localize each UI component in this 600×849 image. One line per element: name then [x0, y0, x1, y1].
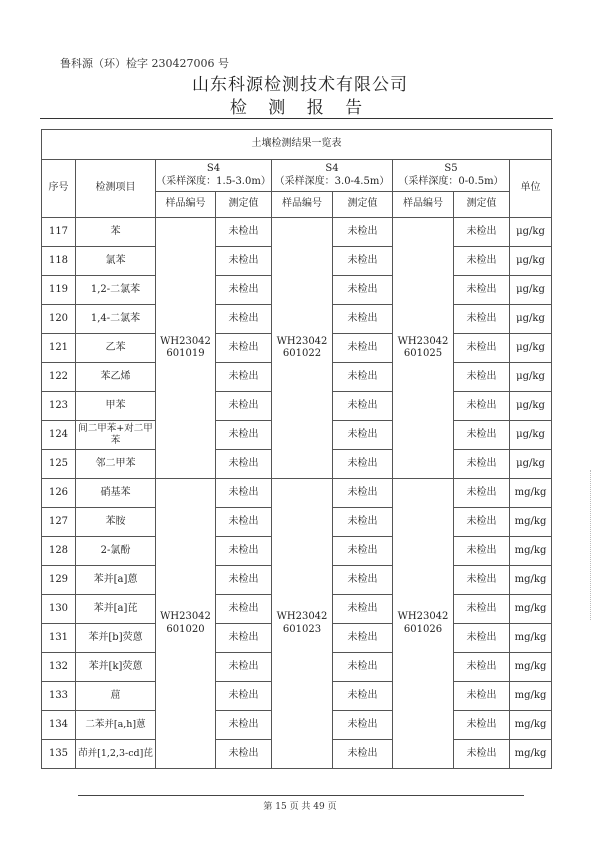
row-value: 未检出: [216, 218, 272, 247]
row-value: 未检出: [454, 305, 510, 334]
company-name: 山东科源检测技术有限公司: [192, 75, 408, 95]
row-value: 未检出: [454, 537, 510, 566]
table-title: 土壤检测结果一览表: [42, 130, 552, 160]
row-value: 未检出: [454, 566, 510, 595]
header-unit: 单位: [510, 160, 552, 218]
row-seq: 118: [42, 247, 76, 276]
row-value: 未检出: [454, 392, 510, 421]
row-value: 未检出: [216, 363, 272, 392]
row-unit: μg/kg: [510, 450, 552, 479]
row-value: 未检出: [216, 682, 272, 711]
group-3-site: S5: [444, 163, 458, 174]
row-value: 未检出: [454, 711, 510, 740]
row-unit: mg/kg: [510, 740, 552, 769]
row-item: 硝基苯: [76, 479, 156, 508]
row-seq: 122: [42, 363, 76, 392]
row-seq: 134: [42, 711, 76, 740]
group-2-site: S4: [325, 163, 339, 174]
row-value: 未检出: [216, 392, 272, 421]
row-unit: mg/kg: [510, 479, 552, 508]
row-value: 未检出: [333, 653, 393, 682]
table-row: [42, 479, 552, 508]
row-item: 苯乙烯: [76, 363, 156, 392]
row-value: 未检出: [216, 421, 272, 450]
row-unit: mg/kg: [510, 682, 552, 711]
row-item: 茚并[1,2,3-cd]芘: [76, 740, 156, 769]
row-seq: 128: [42, 537, 76, 566]
row-item: 甲苯: [76, 392, 156, 421]
header-group-2: [272, 160, 393, 192]
row-unit: mg/kg: [510, 566, 552, 595]
row-unit: μg/kg: [510, 218, 552, 247]
header-sample-id: 样品编号: [272, 192, 333, 218]
row-seq: 120: [42, 305, 76, 334]
row-value: 未检出: [216, 624, 272, 653]
sample-id-cell: WH23042 601022: [272, 218, 333, 479]
row-item: 2-氯酚: [76, 537, 156, 566]
row-value: 未检出: [333, 305, 393, 334]
sample-id-cell: WH23042 601025: [393, 218, 454, 479]
row-unit: μg/kg: [510, 363, 552, 392]
row-item: 苯: [76, 218, 156, 247]
header-value: 测定值: [333, 192, 393, 218]
row-seq: 119: [42, 276, 76, 305]
row-unit: mg/kg: [510, 595, 552, 624]
header-value: 测定值: [216, 192, 272, 218]
row-value: 未检出: [454, 682, 510, 711]
row-unit: μg/kg: [510, 247, 552, 276]
table-row: [42, 218, 552, 247]
row-item: 苯并[b]荧蒽: [76, 624, 156, 653]
row-item: 䓛: [76, 682, 156, 711]
row-value: 未检出: [216, 566, 272, 595]
report-title: 检 测 报 告: [229, 98, 371, 118]
group-3-depth: （采样深度：0-0.5m）: [398, 175, 504, 187]
row-unit: μg/kg: [510, 305, 552, 334]
row-unit: mg/kg: [510, 624, 552, 653]
row-value: 未检出: [454, 450, 510, 479]
document-number: 鲁科源（环）检字 230427006 号: [60, 57, 229, 70]
row-item: 1,4-二氯苯: [76, 305, 156, 334]
row-unit: μg/kg: [510, 421, 552, 450]
binding-edge-mark: [590, 470, 597, 620]
row-value: 未检出: [216, 276, 272, 305]
row-value: 未检出: [333, 595, 393, 624]
row-value: 未检出: [216, 450, 272, 479]
row-value: 未检出: [333, 740, 393, 769]
row-value: 未检出: [333, 537, 393, 566]
group-1-site: S4: [206, 163, 221, 174]
row-value: 未检出: [454, 247, 510, 276]
row-value: 未检出: [333, 450, 393, 479]
row-value: 未检出: [333, 392, 393, 421]
sample-id-cell: WH23042 601026: [393, 479, 454, 769]
row-value: 未检出: [333, 682, 393, 711]
row-value: 未检出: [333, 508, 393, 537]
header-value: 测定值: [454, 192, 510, 218]
row-value: 未检出: [454, 363, 510, 392]
row-value: 未检出: [216, 479, 272, 508]
row-value: 未检出: [454, 334, 510, 363]
row-value: 未检出: [333, 363, 393, 392]
footer-rule: [78, 795, 524, 796]
header-item: 检测项目: [76, 160, 156, 218]
row-value: 未检出: [216, 653, 272, 682]
row-unit: mg/kg: [510, 508, 552, 537]
row-unit: μg/kg: [510, 334, 552, 363]
header-seq: 序号: [42, 160, 76, 218]
row-value: 未检出: [454, 508, 510, 537]
sample-id-cell: WH23042 601019: [156, 218, 216, 479]
row-item: 苯胺: [76, 508, 156, 537]
row-value: 未检出: [454, 740, 510, 769]
header-group-1: [156, 160, 272, 192]
row-value: 未检出: [333, 624, 393, 653]
row-value: 未检出: [454, 479, 510, 508]
group-1-depth: （采样深度：1.5-3.0m）: [156, 175, 271, 187]
row-seq: 132: [42, 653, 76, 682]
row-value: 未检出: [333, 247, 393, 276]
row-value: 未检出: [216, 508, 272, 537]
row-value: 未检出: [216, 711, 272, 740]
row-value: 未检出: [333, 218, 393, 247]
row-value: 未检出: [454, 624, 510, 653]
page-info: 第 15 页 共 49 页: [263, 802, 337, 812]
row-seq: 127: [42, 508, 76, 537]
row-seq: 121: [42, 334, 76, 363]
row-seq: 124: [42, 421, 76, 450]
row-seq: 135: [42, 740, 76, 769]
row-item: 乙苯: [76, 334, 156, 363]
row-value: 未检出: [454, 421, 510, 450]
row-value: 未检出: [454, 218, 510, 247]
row-value: 未检出: [216, 595, 272, 624]
row-item: 1,2-二氯苯: [76, 276, 156, 305]
row-item: 邻二甲苯: [76, 450, 156, 479]
row-value: 未检出: [454, 653, 510, 682]
row-item: 苯并[k]荧蒽: [76, 653, 156, 682]
row-seq: 131: [42, 624, 76, 653]
row-value: 未检出: [333, 421, 393, 450]
row-seq: 133: [42, 682, 76, 711]
row-seq: 126: [42, 479, 76, 508]
row-value: 未检出: [216, 334, 272, 363]
row-item: 苯并[a]蒽: [76, 566, 156, 595]
header-sample-id: 样品编号: [156, 192, 216, 218]
row-value: 未检出: [216, 537, 272, 566]
row-seq: 129: [42, 566, 76, 595]
row-unit: μg/kg: [510, 276, 552, 305]
row-item: 二苯并[a,h]蒽: [76, 711, 156, 740]
row-value: 未检出: [454, 595, 510, 624]
group-2-depth: （采样深度：3.0-4.5m）: [274, 175, 390, 187]
header-sample-id: 样品编号: [393, 192, 454, 218]
row-unit: μg/kg: [510, 392, 552, 421]
row-seq: 125: [42, 450, 76, 479]
sample-id-cell: WH23042 601020: [156, 479, 216, 769]
row-item: 苯并[a]芘: [76, 595, 156, 624]
row-seq: 117: [42, 218, 76, 247]
row-value: 未检出: [216, 740, 272, 769]
results-table: [41, 129, 552, 769]
row-value: 未检出: [333, 276, 393, 305]
row-unit: mg/kg: [510, 537, 552, 566]
row-unit: mg/kg: [510, 653, 552, 682]
header-rule: [40, 118, 553, 119]
header-group-3: [393, 160, 510, 192]
row-value: 未检出: [216, 305, 272, 334]
row-value: 未检出: [333, 566, 393, 595]
row-value: 未检出: [333, 711, 393, 740]
row-value: 未检出: [454, 276, 510, 305]
row-value: 未检出: [216, 247, 272, 276]
sample-id-cell: WH23042 601023: [272, 479, 333, 769]
row-item: 间二甲苯+对二甲苯: [76, 421, 156, 450]
row-value: 未检出: [333, 334, 393, 363]
row-item: 氯苯: [76, 247, 156, 276]
row-unit: mg/kg: [510, 711, 552, 740]
row-value: 未检出: [333, 479, 393, 508]
row-seq: 130: [42, 595, 76, 624]
row-seq: 123: [42, 392, 76, 421]
